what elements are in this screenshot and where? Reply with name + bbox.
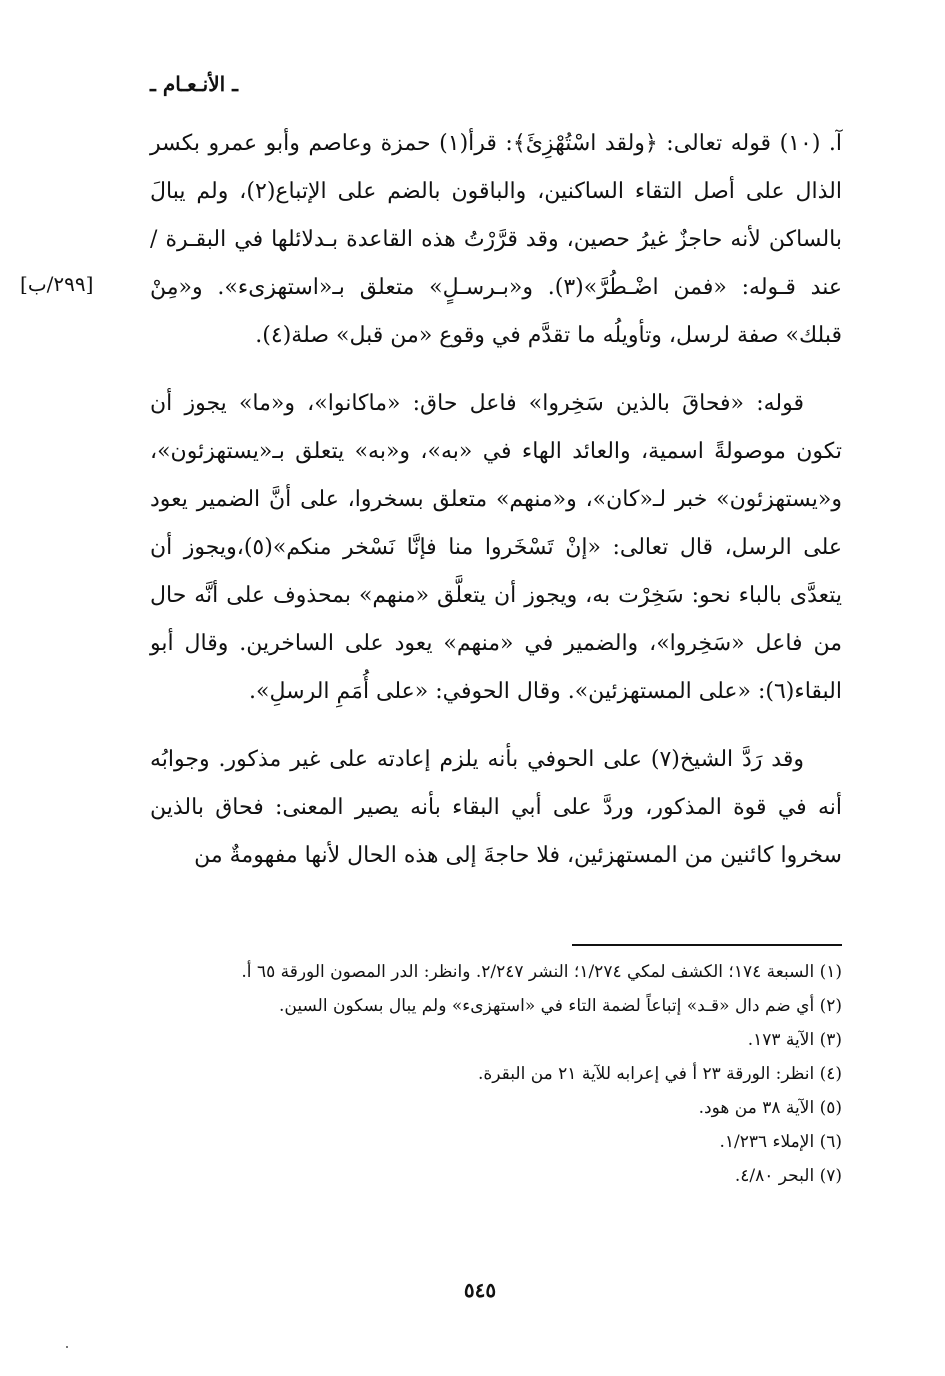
footnote-4: (٤) انظر: الورقة ٢٣ أ في إعرابه للآية ٢١ من البقرة. <box>477 1064 842 1084</box>
footnote-1: (١) السبعة ١٧٤؛ الكشف لمكي ١/٢٧٤؛ النشر ٢/٢٤٧. وانظر: الدر المصون الورقة ٦٥ أ. <box>241 962 842 982</box>
footnote-5: (٥) الآية ٣٨ من هود. <box>698 1098 842 1118</box>
paragraph-3: وقد رَدَّ الشيخ(٧) على الحوفي بأنه يلزم إعادته على غير مذكور. وجوابُه أنه في قوة المذكور، وردَّ على أبي البقاء بأنه يصير المعنى: فحاق بالذين سخروا كائنين من المستهزئين، فلا حاجةَ إلى هذه الحال لأنها مفهومةٌ من <box>150 747 842 868</box>
footnote-2: (٢) أي ضم دال «قـد» إتباعاً لضمة التاء في «استهزىء» ولم يبال بسكون السين. <box>279 996 842 1016</box>
footnote-7: (٧) البحر ٤/٨٠. <box>734 1166 842 1186</box>
paragraph-2: قوله: «فحاقَ بالذين سَخِروا» فاعل حاق: «ماكانوا»، و«ما» يجوز أن تكون موصولةً اسمية، والعائد الهاء في «به»، و«به» يتعلق بـ«يستهزئون»، و«يستهزئون» خبر لـ«كان»، و«منهم» متعلق بسخروا، على أنَّ الضمير يعود على الرسل، قال تعالى: «إنْ تَسْخَروا منا فإنَّا نَسْخر منكم»(٥)،ويجوز أن يتعدَّى بالباء نحو: سَخِرْت به، ويجوز أن يتعلَّق «منهم» بمحذوف على أنَّه حال من فاعل «سَخِروا»، والضمير في «منهم» يعود على الساخرين. وقال أبو البقاء(٦): «على المستهزئين». وقال الحوفي: «على أُمَمِ الرسلِ». <box>150 391 842 704</box>
footnotes <box>150 955 842 1193</box>
page-number: ٥٤٥ <box>463 1278 497 1302</box>
footnote-3: (٣) الآية ١٧٣. <box>747 1030 842 1050</box>
scan-speck <box>66 1346 68 1348</box>
footnote-6: (٦) الإملاء ١/٢٣٦. <box>719 1132 842 1152</box>
manuscript-folio-marker: [٢٩٩/ب] <box>20 272 94 296</box>
footnote-separator <box>572 944 842 946</box>
running-head: ـ الأنـعـام ـ <box>150 72 239 96</box>
paragraph-1: آ. (١٠) قوله تعالى: ﴿ولقد اسْتُهْزِئَ﴾: قرأ(١) حمزة وعاصم وأبو عمرو بكسر الذال على أصل التقاء الساكنين، والباقون بالضم على الإتباع(٢)، ولم يبالَ بالساكن لأنه حاجزٌ غيرُ حصين، وقد قرَّرْتُ هذه القاعدة بـدلائلها في البقـرة / عند قـوله: «فمن اضْـطُرَّ»(٣). و«بـرسـلٍ» متعلق بـ«استهزىء». و«مِنْ قبلك» صفة لرسل، وتأويلُه ما تقدَّم في وقوع «من قبل» صلة(٤). <box>150 131 843 348</box>
main-text <box>150 120 842 900</box>
